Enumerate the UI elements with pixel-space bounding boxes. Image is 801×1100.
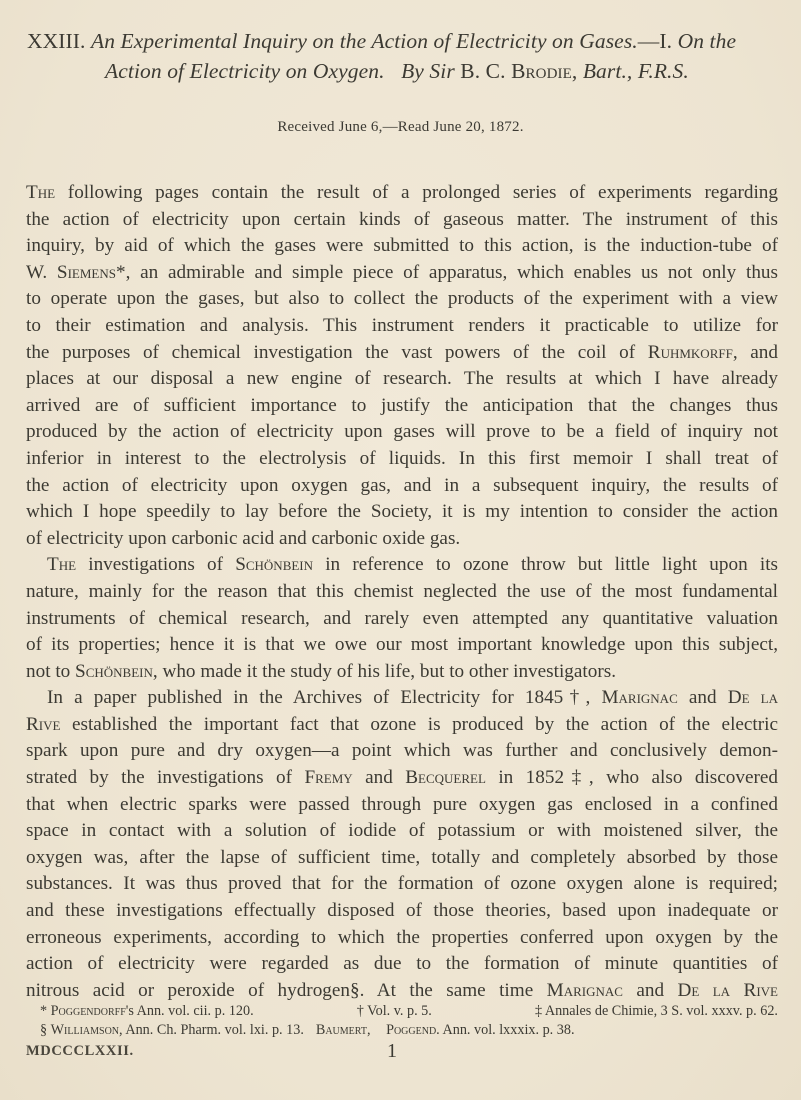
body-line: the action of electricity upon oxygen gas, and in a subsequent inquiry, the results of [26,474,778,496]
author-initials: B. C. [460,59,506,83]
body-line: produced by the action of electricity upon gases will prove to be a field of inquiry not [26,421,778,443]
body-line: nitrous acid or peroxide of hydrogen§. At the same time Marignac and De la Rive [26,979,778,1001]
title-part-start: On the [677,29,737,53]
footnote-double-dagger: ‡ Annales de Chimie, 3 S. vol. xxxv. p. 62. [534,1003,778,1019]
body-line: instruments of chemical research, and rarely even attempted any quantitative valuation [26,607,778,629]
body-line: Rive established the important fact that ozone is produced by the action of the electric [26,713,778,735]
body-line: of electricity upon carbonic acid and carbonic oxide gas. [26,527,461,549]
title-main: An Experimental Inquiry on the Action of Electricity on Gases. [91,29,638,53]
page-number: 1 [387,1040,397,1062]
footnote-section: § Williamson, Ann. Ch. Pharm. vol. lxi. p. 13. [40,1022,304,1038]
body-line: inferior in interest to the electrolysis of liquids. In this first memoir I shall treat of [26,447,778,469]
title-part-rest: Action of Electricity on Oxygen. [105,59,385,83]
paper-title [27,26,777,86]
byline-prefix: By Sir [401,59,455,83]
body-line: and these investigations effectually disposed of those theories, based upon inadequate or [26,900,778,922]
part-number: —I. [637,29,673,53]
body-line: erroneous experiments, according to which the properties conferred upon oxygen by the [26,926,778,948]
body-line: action of electricity were regarded as due to the formation of minute quantities of [26,953,778,975]
body-line: The following pages contain the result of a prolonged series of experiments regarding [26,182,778,203]
body-line: the action of electricity upon certain kinds of gaseous matter. The instrument of this [26,208,778,230]
body-line: places at our disposal a new engine of research. The results at which I have already [26,368,778,390]
title-line-2 [27,56,777,86]
body-line: The investigations of Schönbein in reference to ozone throw but little light upon its [47,554,778,576]
body-line: nature, mainly for the reason that this chemist neglected the use of the most fundamental [26,580,778,602]
body-line: which I hope speedily to lay before the Society, it is my intention to consider the action [26,501,778,523]
footnote-star: * Poggendorff's Ann. vol. cii. p. 120. [40,1003,254,1019]
body-line: space in contact with a solution of iodide of potassium or with moistened silver, the [26,820,778,842]
body-line: substances. It was thus proved that for the formation of ozone oxygen alone is required; [26,873,778,895]
author-suffix: Bart., F.R.S. [582,59,689,83]
received-date: Received June 6,—Read June 20, 1872. [277,119,524,135]
body-line: spark upon pure and dry oxygen—a point which was further and conclusively demon- [26,740,778,762]
body-line: to their estimation and analysis. This instrument renders it practicable to utilize for [26,314,778,336]
body-line: oxygen was, after the lapse of sufficient time, totally and completely absorbed by those [26,846,778,868]
body-line: of its properties; hence it is that we owe our most important knowledge upon this subject, [26,634,778,656]
author-surname: Brodie, [511,59,578,83]
body-line: to operate upon the gases, but also to collect the products of the experiment with a view [26,288,778,310]
body-line: In a paper published in the Archives of Electricity for 1845†, Marignac and De la [47,687,778,709]
footnotes-line-1 [26,1002,778,1021]
body-line: that when electric sparks were passed through pure oxygen gas enclosed in a confined [26,793,778,815]
year-roman-numeral: MDCCCLXXII. [26,1043,134,1059]
footnote-dagger: † Vol. v. p. 5. [356,1003,432,1019]
body-text [26,180,778,1004]
footnote-section-2: Baumert, Poggend. Ann. vol. lxxxix. p. 38. [315,1022,575,1038]
body-line: strated by the investigations of Fremy and Becquerel in 1852‡, who also discovered [26,767,778,789]
title-line-1 [27,26,777,56]
body-line: the purposes of chemical investigation the vast powers of the coil of Ruhmkorff, and [26,341,778,363]
footnotes-line-2 [26,1021,792,1040]
article-number: XXIII. [27,29,86,53]
body-line: not to Schönbein, who made it the study of his life, but to other investigators. [26,660,616,682]
body-line: arrived are of sufficient importance to justify the anticipation that the changes thus [26,394,778,416]
body-line: inquiry, by aid of which the gases were submitted to this action, is the induction-tube of [26,235,778,257]
body-line: W. Siemens*, an admirable and simple piece of apparatus, which enables us not only thus [26,261,778,283]
